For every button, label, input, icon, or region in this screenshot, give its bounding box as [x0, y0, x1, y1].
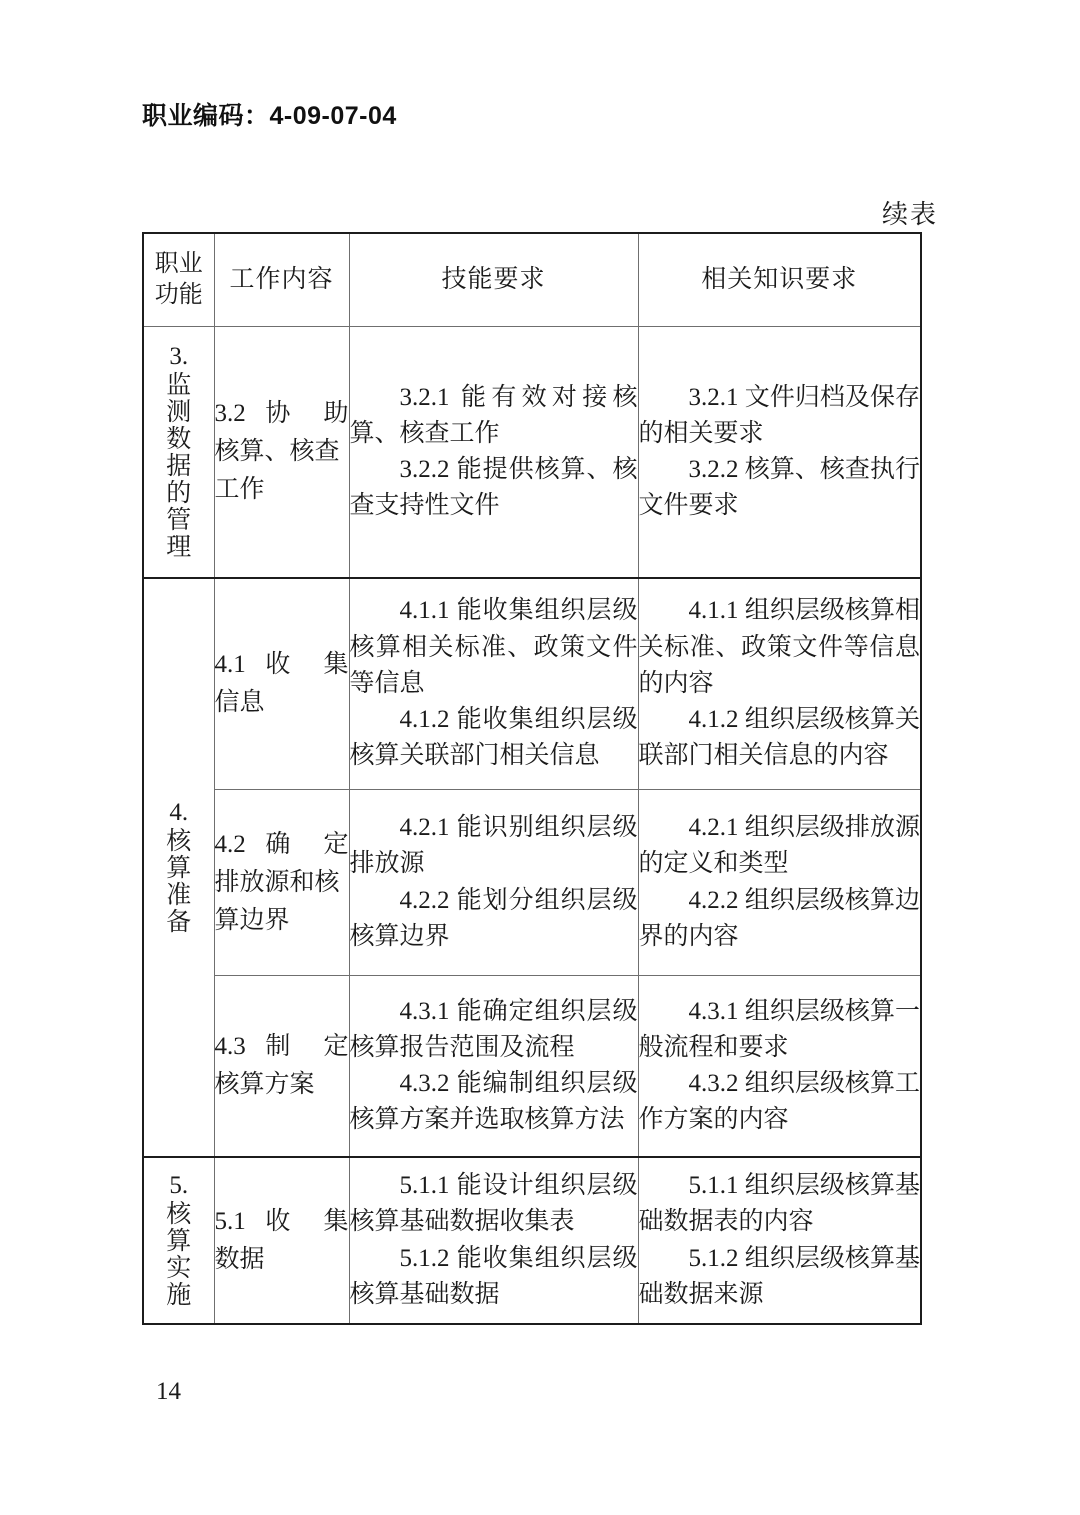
- function-char: 算: [166, 854, 192, 882]
- running-head-occupation-code: 职业编码：4-09-07-04: [142, 102, 397, 130]
- function-char: 实: [166, 1254, 192, 1282]
- work-content-line: 数据: [214, 1245, 265, 1273]
- spec-table-wrapper: [142, 232, 920, 1325]
- page-number: 14: [156, 1378, 181, 1405]
- skill-item: 4.2.2 能划分组织层级核算边界: [349, 886, 638, 950]
- skill-item: 4.3.2 能编制组织层级核算方案并选取核算方法: [349, 1070, 638, 1134]
- header-cell-skill-requirements: 技能要求: [349, 233, 638, 327]
- skill-item: 4.2.1 能识别组织层级排放源: [349, 814, 638, 878]
- function-cell-5: [143, 1157, 214, 1324]
- work-content-line: 排放源和核: [214, 868, 340, 896]
- work-content-line: 工作: [214, 476, 265, 503]
- table-row: [143, 1157, 921, 1324]
- function-char: 理: [166, 533, 192, 561]
- function-char: 管: [166, 506, 192, 534]
- table-row: [143, 790, 921, 976]
- work-content-cell: [214, 327, 349, 579]
- function-char: 的: [166, 479, 192, 507]
- skill-item: 3.2.1 能有效对接核算、核查工作: [349, 383, 638, 447]
- skill-requirements-cell: [349, 1157, 638, 1324]
- table-header-row: [143, 233, 921, 327]
- function-char: 核: [166, 1200, 192, 1228]
- header-cell-knowledge-requirements: 相关知识要求: [638, 233, 921, 327]
- header-function-line2: 功能: [154, 282, 203, 308]
- function-char: 监: [166, 371, 192, 399]
- skill-requirements-cell: [349, 976, 638, 1158]
- function-number: 5.: [169, 1171, 189, 1199]
- skill-item: 5.1.2 能收集组织层级核算基础数据: [349, 1244, 638, 1308]
- work-content-line: 核算、核查: [214, 438, 340, 465]
- work-content-cell: [214, 790, 349, 976]
- skill-item: 4.3.1 能确定组织层级核算报告范围及流程: [349, 997, 638, 1061]
- skill-item: 4.1.2 能收集组织层级核算关联部门相关信息: [349, 706, 638, 770]
- knowledge-item: 4.1.2 组织层级核算关联部门相关信息的内容: [638, 706, 920, 770]
- work-content-line: 信息: [214, 689, 265, 716]
- knowledge-requirements-cell: [638, 976, 921, 1158]
- skill-item: 4.1.1 能收集组织层级核算相关标准、政策文件等信息: [349, 597, 638, 697]
- function-char: 施: [166, 1281, 192, 1309]
- function-char: 测: [166, 398, 192, 426]
- function-char: 据: [166, 452, 192, 480]
- skill-item: 5.1.1 能设计组织层级核算基础数据收集表: [349, 1172, 638, 1236]
- work-content-line: 4.1 收 集: [214, 651, 349, 678]
- header-cell-function: [143, 233, 214, 327]
- skill-requirements-cell: [349, 327, 638, 579]
- work-content-line: 3.2 协 助: [214, 400, 349, 427]
- function-cell-4: [143, 578, 214, 1157]
- function-vertical-text: [144, 372, 214, 561]
- header-cell-work-content: 工作内容: [214, 233, 349, 327]
- table-row: [143, 327, 921, 579]
- function-char: 备: [166, 908, 192, 936]
- skill-requirements-cell: [349, 790, 638, 976]
- work-content-cell: [214, 976, 349, 1158]
- occupational-skill-table: [142, 232, 922, 1325]
- header-function-line1: 职业: [154, 251, 203, 278]
- work-content-line: 4.3 制 定: [214, 1033, 349, 1060]
- work-content-line: 4.2 确 定: [214, 830, 349, 858]
- knowledge-requirements-cell: [638, 790, 921, 976]
- work-content-cell: [214, 578, 349, 790]
- knowledge-item: 4.3.1 组织层级核算一般流程和要求: [638, 997, 920, 1061]
- table-row: [143, 976, 921, 1158]
- knowledge-item: 3.2.1 文件归档及保存的相关要求: [638, 383, 920, 447]
- knowledge-item: 3.2.2 核算、核查执行文件要求: [638, 456, 920, 520]
- knowledge-item: 5.1.1 组织层级核算基础数据表的内容: [638, 1172, 920, 1236]
- knowledge-item: 4.3.2 组织层级核算工作方案的内容: [638, 1070, 920, 1134]
- function-number: 4.: [169, 798, 189, 826]
- function-vertical-text: [144, 1201, 214, 1309]
- work-content-cell: [214, 1157, 349, 1324]
- table-row: [143, 578, 921, 790]
- skill-requirements-cell: [349, 578, 638, 790]
- work-content-line: 5.1 收 集: [214, 1207, 349, 1235]
- function-char: 准: [166, 881, 192, 909]
- function-char: 数: [166, 425, 192, 453]
- knowledge-item: 5.1.2 组织层级核算基础数据来源: [638, 1244, 920, 1308]
- knowledge-item: 4.2.1 组织层级排放源的定义和类型: [638, 814, 920, 878]
- function-number: 3.: [169, 342, 189, 370]
- knowledge-item: 4.1.1 组织层级核算相关标准、政策文件等信息的内容: [638, 597, 920, 697]
- knowledge-item: 4.2.2 组织层级核算边界的内容: [638, 886, 920, 950]
- work-content-line: 算边界: [214, 906, 290, 934]
- knowledge-requirements-cell: [638, 327, 921, 579]
- skill-item: 3.2.2 能提供核算、核查支持性文件: [349, 456, 638, 520]
- work-content-line: 核算方案: [214, 1071, 315, 1098]
- table-continuation-caption: 续表: [881, 200, 938, 229]
- function-vertical-text: [144, 828, 214, 936]
- function-char: 核: [166, 827, 192, 855]
- knowledge-requirements-cell: [638, 1157, 921, 1324]
- knowledge-requirements-cell: [638, 578, 921, 790]
- function-char: 算: [166, 1227, 192, 1255]
- function-cell-3: [143, 327, 214, 579]
